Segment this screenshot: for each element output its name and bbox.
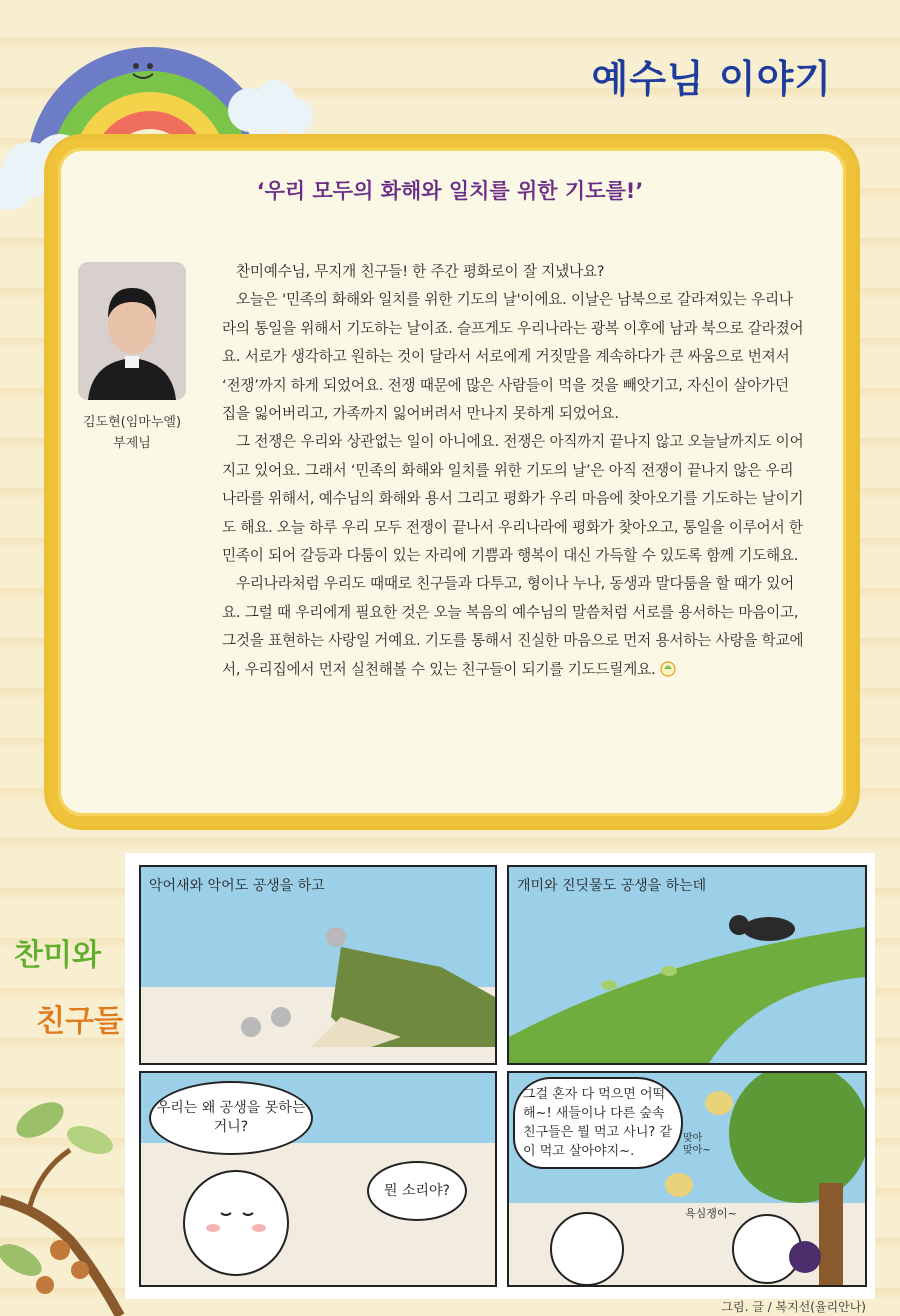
comic-panel-1 bbox=[139, 865, 497, 1065]
comic-panel-2 bbox=[507, 865, 867, 1065]
comic-strip bbox=[125, 853, 875, 1299]
sprout-icon bbox=[659, 659, 677, 677]
paragraph-4 bbox=[222, 570, 806, 684]
tree-branch-illustration bbox=[0, 1080, 130, 1316]
article-body bbox=[222, 258, 806, 684]
author-role: 부제님 bbox=[113, 436, 151, 451]
panel-1-caption: 악어새와 악어도 공생을 하고 bbox=[149, 878, 325, 894]
side-title-line1: 찬미와 bbox=[14, 938, 101, 973]
panel-2-art bbox=[509, 867, 865, 1063]
comic-section-title bbox=[14, 930, 124, 1040]
panel-1-art bbox=[141, 867, 495, 1063]
paragraph-4-text: 우리나라처럼 우리도 때때로 친구들과 다투고, 형이나 누나, 동생과 말다툼을 할 때가 있어요. 그럴 때 우리에게 필요한 것은 오늘 복음의 예수님의 말씀처럼 서로를 용서하는 마음이고, 그것을 표현하는 사랑일 거예요. 기도를 통해서 진실한 마음으로 먼저 용서하는 사랑을 학교에서, 우리집에서 먼저 실천해볼 수 있는 친구들이 되기를 기도드릴게요. bbox=[222, 575, 804, 678]
paragraph-3: 그 전쟁은 우리와 상관없는 일이 아니에요. 전쟁은 아직까지 끝나지 않고 오늘날까지도 이어지고 있어요. 그래서 ‘민족의 화해와 일치를 위한 기도의 날’은 아직 전쟁이 끝나지 않은 우리나라를 위해서, 예수님의 화해와 용서 그리고 평화가 우리 마음에 찾아오기를 기도하는 날이기도 해요. 오늘 하루 우리 모두 전쟁이 끝나서 우리나라에 평화가 찾아오고, 통일을 이루어서 한민족이 되어 갈등과 다툼이 있는 자리에 기쁨과 행복이 대신 가득할 수 있도록 함께 기도해요. bbox=[222, 433, 804, 565]
panel-2-caption: 개미와 진딧물도 공생을 하는데 bbox=[517, 878, 707, 894]
comic-panel-4 bbox=[507, 1071, 867, 1287]
panel-4-sfx-2: 욕심쟁이~ bbox=[685, 1207, 737, 1220]
author-caption bbox=[62, 412, 202, 454]
panel-3-bubble-1: 우리는 왜 공생을 못하는 거니? bbox=[149, 1081, 313, 1155]
panel-4-sfx-1: 맞아 맞아~ bbox=[683, 1133, 711, 1156]
author-name: 김도현(임마누엘) bbox=[82, 415, 182, 430]
side-title-line2: 친구들 bbox=[36, 1004, 123, 1039]
comic-panel-3 bbox=[139, 1071, 497, 1287]
paragraph-2: 오늘은 '민족의 화해와 일치를 위한 기도의 날'이에요. 이날은 남북으로 갈라져있는 우리나라의 통일을 위해서 기도하는 날이죠. 슬프게도 우리나라는 광복 이후에 남과 북으로 갈라졌어요. 서로가 생각하고 원하는 것이 달라서 서로에게 거짓말을 계속하다가 큰 싸움으로 번져서 ‘전쟁’까지 하게 되었어요. 전쟁 때문에 많은 사람들이 먹을 것을 빼앗기고, 자신이 살아가던 집을 잃어버리고, 가족까지 잃어버려서 만나지 못하게 되었어요. bbox=[222, 291, 804, 423]
comic-credit: 그림. 글 / 복지선(율리안나) bbox=[721, 1300, 866, 1314]
author-photo bbox=[78, 262, 186, 400]
panel-4-speech: 그걸 혼자 다 먹으면 어떡해~! 새들이나 다른 숲속 친구들은 뭘 먹고 사니? 같이 먹고 살아야지~. bbox=[513, 1077, 683, 1169]
paragraph-1: 찬미예수님, 무지개 친구들! 한 주간 평화로이 잘 지냈나요? bbox=[236, 263, 605, 280]
section-title: 예수님 이야기 bbox=[591, 57, 832, 101]
article-title: ‘우리 모두의 화해와 일치를 위한 기도를!’ bbox=[256, 179, 644, 203]
panel-3-bubble-2: 뭔 소리야? bbox=[367, 1161, 467, 1221]
